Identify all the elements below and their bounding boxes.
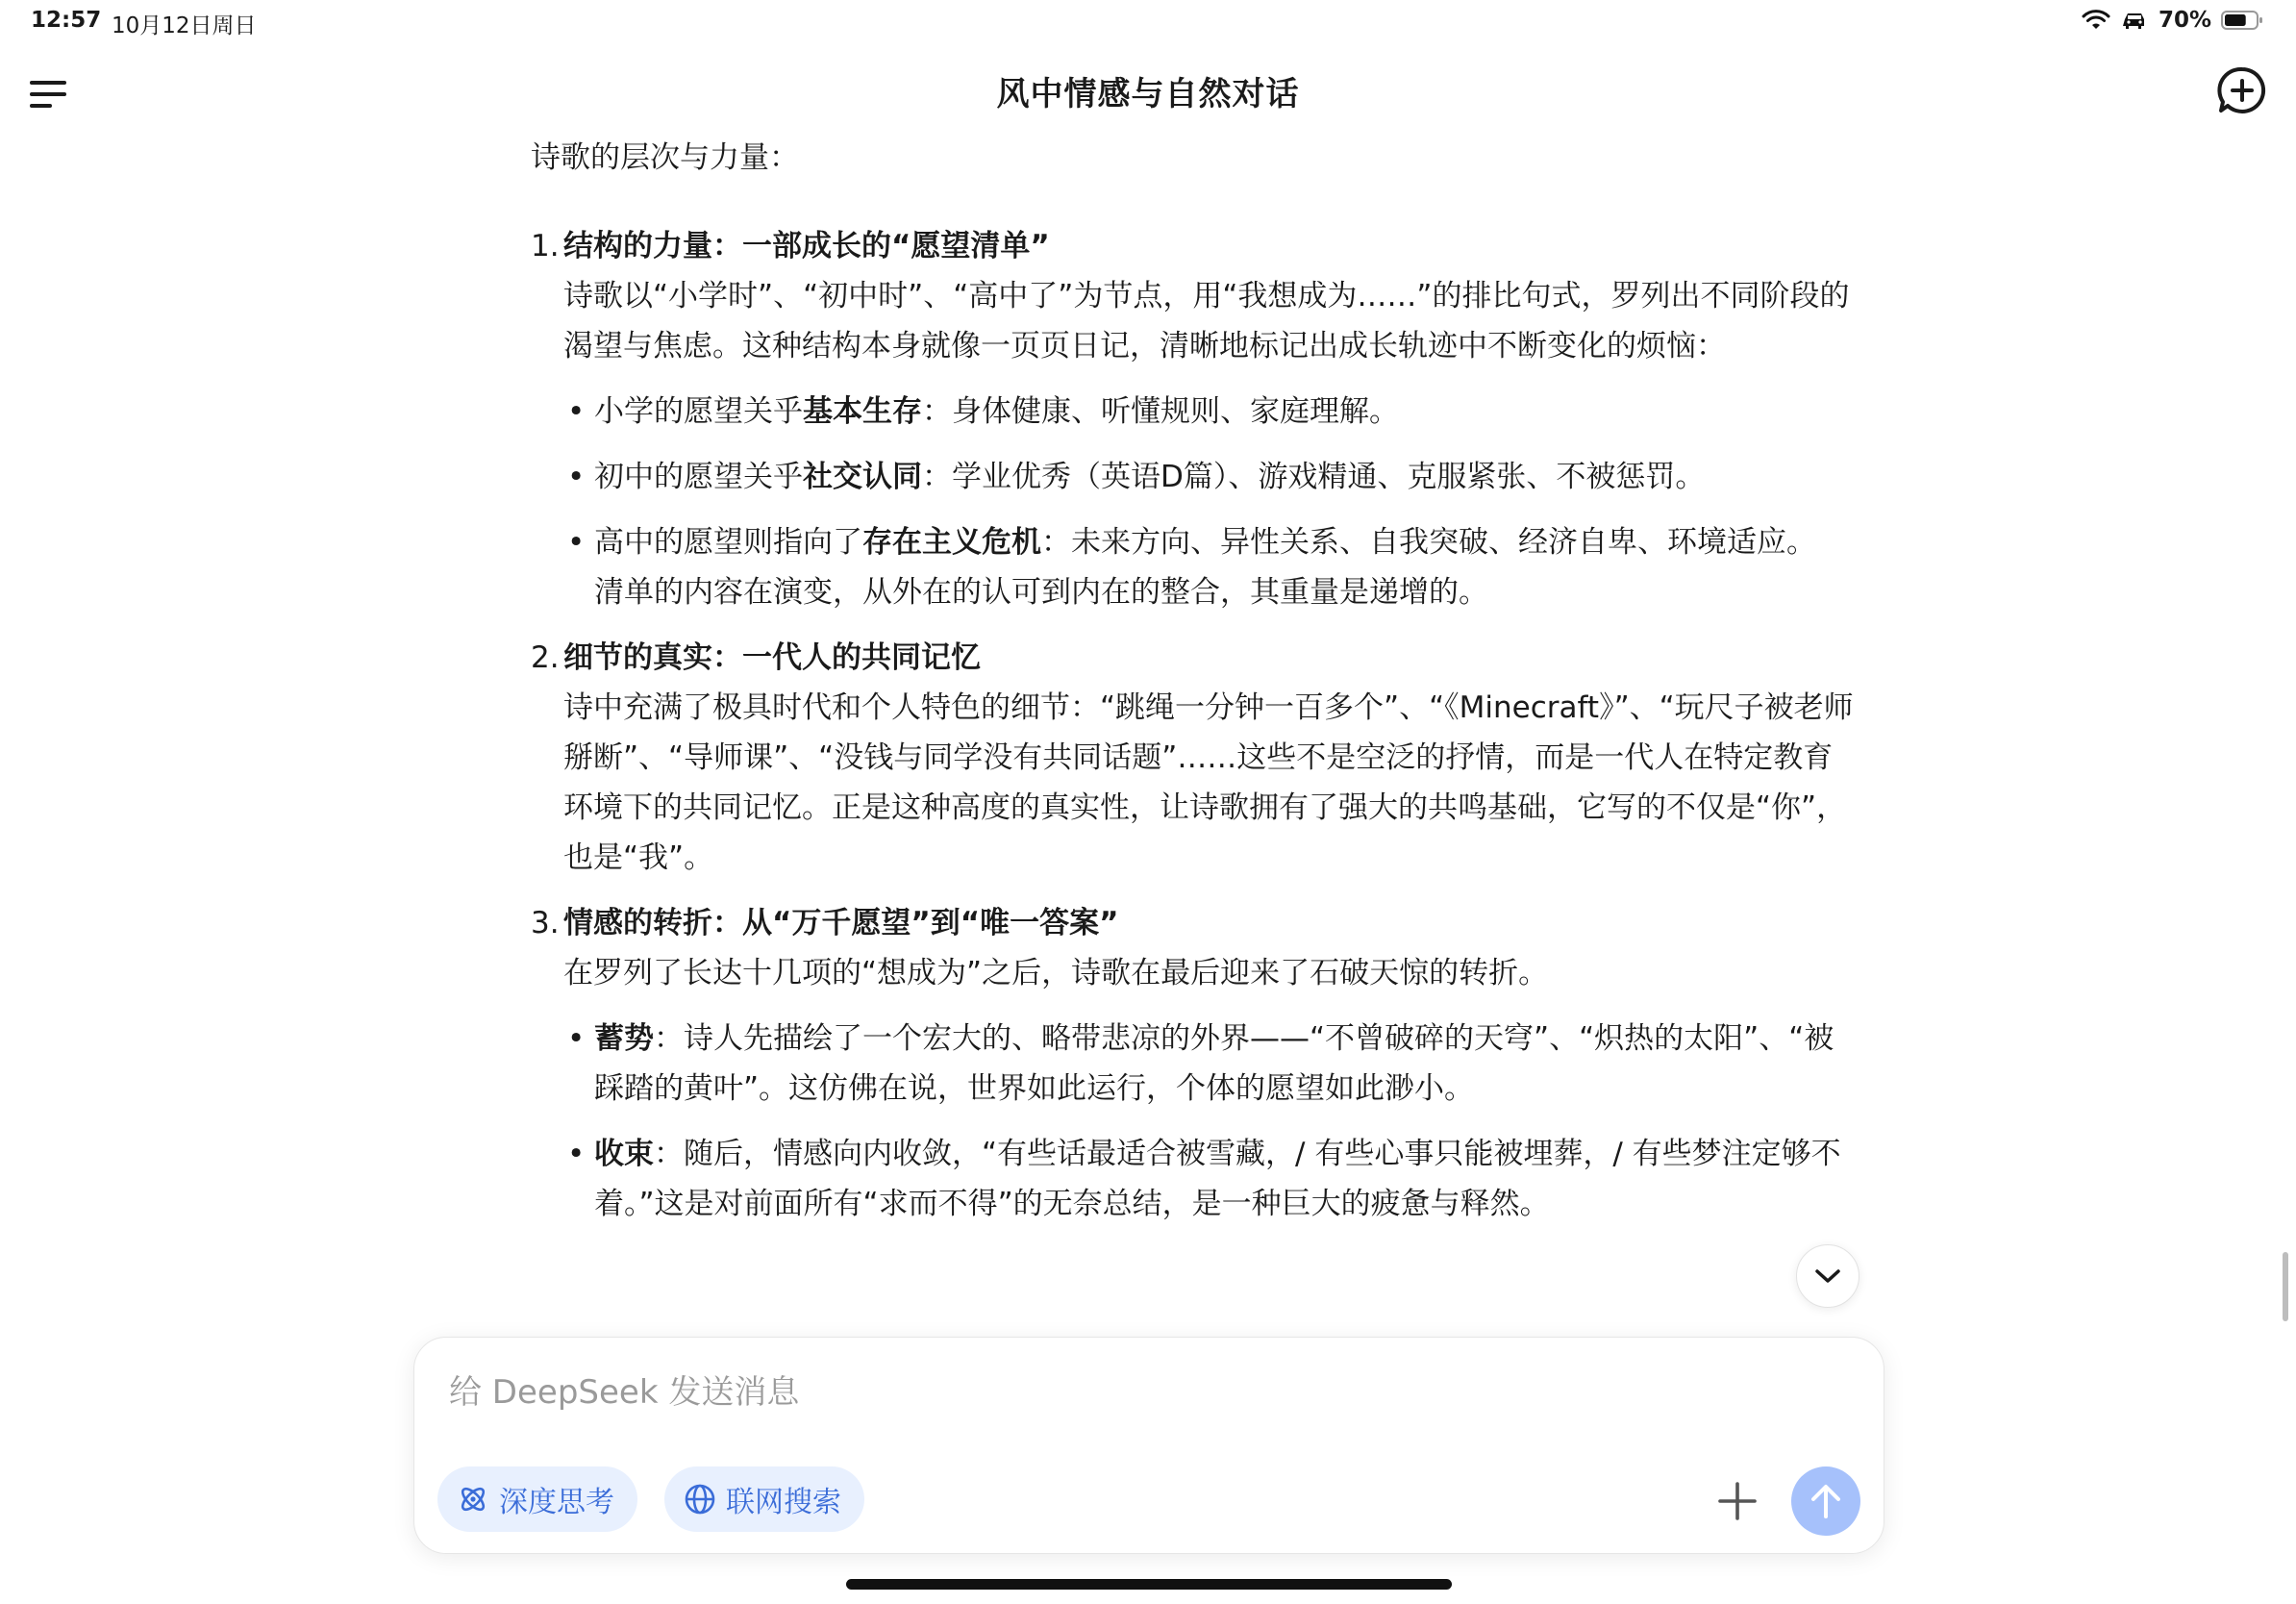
- deep-think-toggle[interactable]: [437, 1466, 637, 1532]
- home-indicator: [846, 1579, 1452, 1590]
- new-chat-button[interactable]: [2217, 65, 2267, 115]
- message-composer: [413, 1337, 1884, 1554]
- status-date: 10月12日周日: [112, 13, 257, 38]
- section-heading: [531, 898, 1858, 948]
- arrow-up-icon: [1809, 1482, 1843, 1520]
- assistant-message: [531, 133, 1858, 1325]
- section-details: [531, 633, 1858, 883]
- bullet-continuation: 清单的内容在演变，从外在的认可到内在的整合，其重量是递增的。: [594, 575, 1488, 610]
- section-title: 细节的真实：一代人的共同记忆: [563, 640, 981, 675]
- section-title: 结构的力量：一部成长的“愿望清单”: [563, 229, 1050, 263]
- bullet-list: [563, 387, 1858, 617]
- section-number: 2.: [531, 640, 560, 675]
- globe-icon: [684, 1483, 716, 1516]
- status-icons: [2082, 8, 2263, 33]
- section-paragraph: 诗歌以“小学时”、“初中时”、“高中了”为节点，用“我想成为……”的排比句式，罗列出不同阶段的渴望与焦虑。这种结构本身就像一页页日记，清晰地标记出成长轨迹中不断变化的烦恼：: [563, 279, 1850, 363]
- atom-icon: [457, 1483, 489, 1516]
- status-time: 12:57: [31, 8, 102, 33]
- battery-percent: 70%: [2158, 8, 2211, 33]
- bullet-list: [563, 1014, 1858, 1229]
- intro-heading: 诗歌的层次与力量：: [531, 140, 799, 175]
- plus-icon: [1714, 1478, 1760, 1524]
- bullet-item: • 蓄势：诗人先描绘了一个宏大的、略带悲凉的外界——“不曾破碎的天穹”、“炽热的太阳”、“被踩踏的黄叶”。这仿佛在说，世界如此运行，个体的愿望如此渺小。: [563, 1014, 1858, 1114]
- web-search-toggle[interactable]: [664, 1466, 864, 1532]
- message-input[interactable]: [447, 1366, 1797, 1418]
- bullet-item: • 高中的愿望则指向了存在主义危机：未来方向、异性关系、自我突破、经济自卑、环境适应。 清单的内容在演变，从外在的认可到内在的整合，其重量是递增的。: [563, 517, 1858, 617]
- chevron-down-icon: [1814, 1267, 1841, 1285]
- section-structure: [531, 221, 1858, 617]
- new-chat-icon: [2217, 65, 2267, 115]
- car-icon: [2120, 10, 2149, 31]
- top-bar: [0, 58, 2296, 127]
- web-search-label: 联网搜索: [726, 1486, 841, 1519]
- bullet-item: • 小学的愿望关乎基本生存：身体健康、听懂规则、家庭理解。: [563, 387, 1858, 437]
- section-number: 3.: [531, 906, 560, 940]
- status-bar: [0, 0, 2296, 46]
- page-title: 风中情感与自然对话: [996, 75, 1300, 113]
- wifi-icon: [2082, 10, 2110, 31]
- section-emotion: [531, 898, 1858, 1229]
- send-button[interactable]: [1791, 1466, 1860, 1536]
- battery-icon: [2221, 10, 2263, 31]
- section-heading: [531, 633, 1858, 683]
- bullet-item: • 初中的愿望关乎社交认同：学业优秀（英语D篇）、游戏精通、克服紧张、不被惩罚。: [563, 452, 1858, 502]
- section-heading: [531, 221, 1858, 271]
- deep-think-label: 深度思考: [499, 1486, 614, 1519]
- scrollbar-thumb[interactable]: [2283, 1252, 2288, 1321]
- bullet-item: • 收束：随后，情感向内收敛，“有些话最适合被雪藏，/ 有些心事只能被埋葬，/ 有些梦注定够不着。”这是对前面所有“求而不得”的无奈总结，是一种巨大的疲惫与释然。: [563, 1129, 1858, 1229]
- scroll-to-bottom-button[interactable]: [1796, 1244, 1859, 1308]
- section-number: 1.: [531, 229, 560, 263]
- attach-button[interactable]: [1714, 1478, 1760, 1524]
- section-title: 情感的转折：从“万千愿望”到“唯一答案”: [563, 906, 1119, 940]
- section-paragraph: 诗中充满了极具时代和个人特色的细节：“跳绳一分钟一百多个”、“《Minecraft》”、“玩尺子被老师掰断”、“导师课”、“没钱与同学没有共同话题”……这些不是空泛的抒情，而是一代人在特定教育环境下的共同记忆。正是这种高度的真实性，让诗歌拥有了强大的共鸣基础，它写的不仅是“你”，也是“我”。: [563, 690, 1854, 875]
- section-paragraph: 在罗列了长达十几项的“想成为”之后，诗歌在最后迎来了石破天惊的转折。: [563, 956, 1549, 990]
